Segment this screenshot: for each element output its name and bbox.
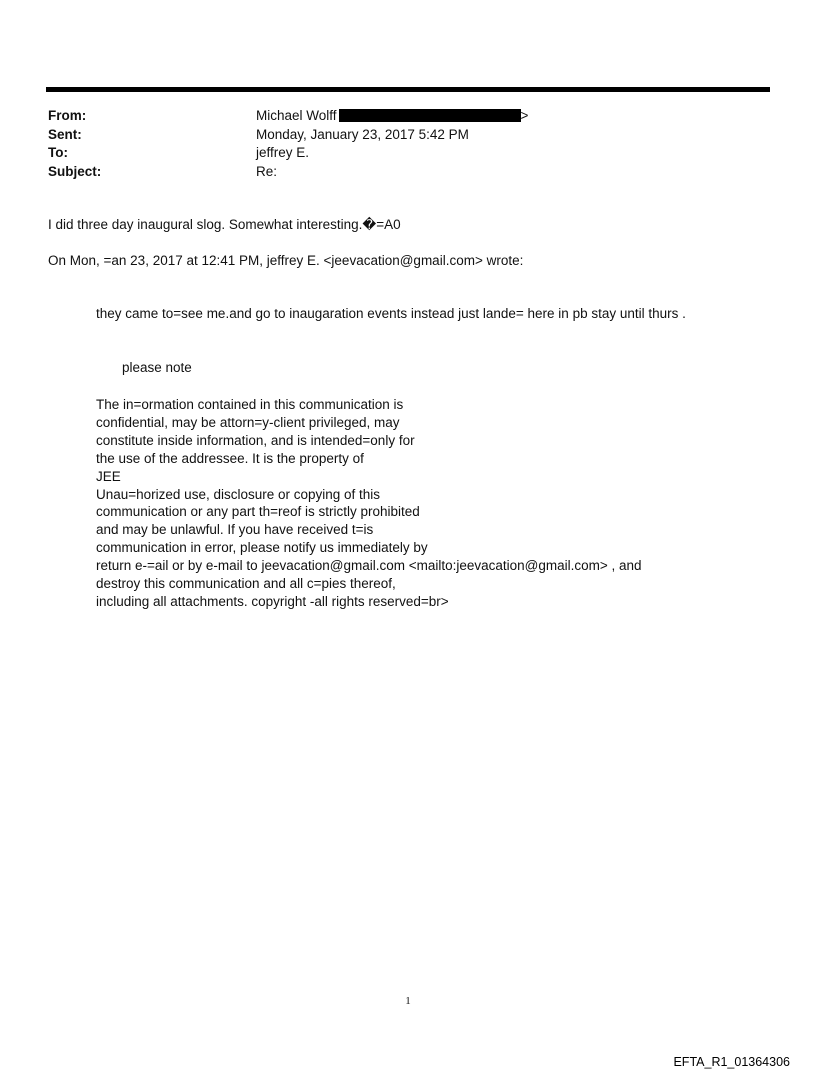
reply-line: I did three day inaugural slog. Somewhat interesting.�=A0	[48, 217, 401, 232]
disclaimer-line: The in=ormation contained in this communication is	[96, 397, 404, 412]
email-header	[48, 107, 528, 181]
from-name: Michael Wolff	[256, 108, 337, 123]
subject-label: Subject:	[48, 163, 102, 179]
from-tail: >	[520, 108, 529, 123]
page-number: 1	[405, 995, 411, 1007]
sent-label: Sent:	[48, 126, 82, 142]
quote-intro: On Mon, =an 23, 2017 at 12:41 PM, jeffrey E. <jeevacation@gmail.com> wrote:	[48, 253, 524, 268]
disclaimer-line: and may be unlawful. If you have received t=is	[96, 522, 374, 538]
sent-row	[48, 126, 528, 145]
disclaimer-line: communication or any part th=reof is strictly prohibited	[96, 504, 420, 520]
from-value	[256, 107, 528, 126]
to-label: To:	[48, 145, 68, 160]
sent-value: Monday, January 23, 2017 5:42 PM	[256, 126, 469, 142]
to-value: jeffrey E.	[256, 145, 310, 160]
from-label: From:	[48, 108, 87, 123]
to-row	[48, 144, 528, 163]
disclaimer-line: communication in error, please notify us immediately by	[96, 540, 428, 556]
redaction-bar	[339, 109, 521, 122]
from-row	[48, 107, 528, 126]
document-id: EFTA_R1_01364306	[673, 1055, 790, 1069]
subject-row	[48, 163, 528, 182]
disclaimer-line: return e-=ail or by e-mail to jeevacation@gmail.com <mailto:jeevacation@gmail.com> , and	[96, 558, 642, 574]
disclaimer-line: confidential, may be attorn=y-client privileged, may	[96, 414, 400, 430]
disclaimer-line: constitute inside information, and is intended=only for	[96, 432, 415, 448]
please-note: please note	[122, 360, 192, 375]
header-rule	[46, 87, 770, 92]
disclaimer-line: the use of the addressee. It is the property of	[96, 450, 364, 466]
disclaimer	[96, 396, 642, 611]
quoted-message: they came to=see me.and go to inaugaration events instead just lande= here in pb stay until thurs .	[96, 306, 686, 321]
disclaimer-line: including all attachments. copyright -all rights reserved=br>	[96, 593, 449, 609]
subject-value: Re:	[256, 163, 278, 179]
disclaimer-line: JEE	[96, 468, 121, 484]
disclaimer-line: destroy this communication and all c=pies thereof,	[96, 576, 396, 592]
disclaimer-line: Unau=horized use, disclosure or copying of this	[96, 486, 381, 502]
